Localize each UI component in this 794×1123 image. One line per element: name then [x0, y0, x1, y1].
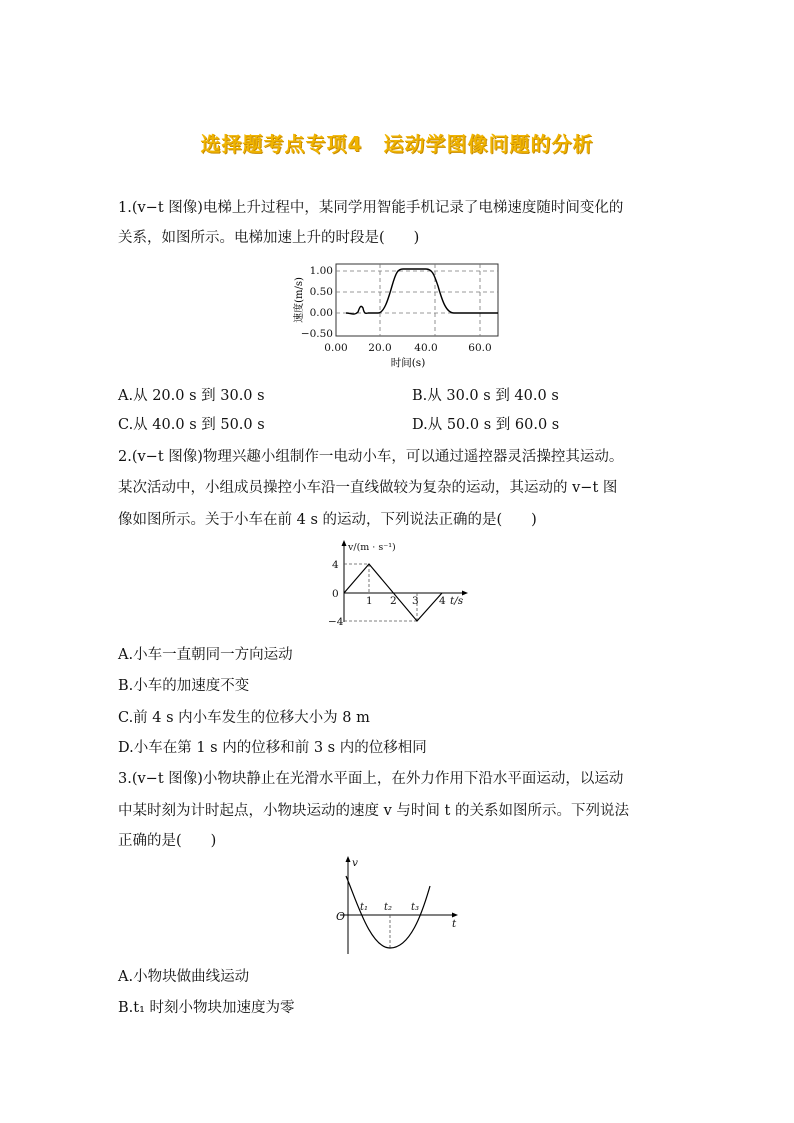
- q2-text-line3: 像如图所示。关于小车在前 4 s 的运动，下列说法正确的是( ): [118, 512, 537, 528]
- q1-xtick-4: 60.0: [468, 342, 492, 354]
- page-title: 选择题考点专项4 运动学图像问题的分析: [200, 132, 594, 156]
- q2-v-axis-arrow: [342, 540, 347, 546]
- q2-xtick-3: 3: [412, 595, 419, 607]
- q1-ytick-2: 0.50: [309, 286, 333, 298]
- q1-option-b: B.从 30.0 s 到 40.0 s: [412, 388, 559, 404]
- q2-text-line2: 某次活动中，小组成员操控小车沿一直线做较为复杂的运动，其运动的 v−t 图: [118, 480, 618, 496]
- q3-velocity-time-figure: [332, 854, 462, 958]
- q2-xlabel: t/s: [450, 595, 464, 607]
- q1-plot-frame: [336, 264, 498, 336]
- q2-ylabel: v/(m · s⁻¹): [348, 542, 396, 553]
- q2-xtick-1: 1: [366, 595, 373, 607]
- q2-option-b: B.小车的加速度不变: [118, 678, 250, 694]
- q3-v-axis-arrow: [346, 856, 351, 862]
- q1-xtick-3: 40.0: [414, 342, 438, 354]
- q3-t-axis-arrow: [452, 913, 458, 918]
- q1-grid: [336, 264, 498, 336]
- q1-option-c: C.从 40.0 s 到 50.0 s: [118, 417, 265, 433]
- q2-ytick-neg: −4: [328, 616, 344, 628]
- q2-ytick-zero: 0: [332, 588, 339, 600]
- q2-velocity-time-figure: [326, 538, 472, 630]
- q3-origin-label: O: [336, 910, 346, 923]
- q2-option-d: D.小车在第 1 s 内的位移和前 3 s 内的位移相同: [118, 740, 427, 756]
- q3-vlabel: v: [352, 857, 358, 869]
- q1-xtick-1: 0.00: [324, 342, 348, 354]
- q1-text-line1: 1.(v−t 图像)电梯上升过程中，某同学用智能手机记录了电梯速度随时间变化的: [118, 200, 624, 216]
- q1-ytick-3: 0.00: [309, 307, 333, 319]
- q3-t2-label: t₂: [384, 902, 393, 913]
- q2-text-line1: 2.(v−t 图像)物理兴趣小组制作一电动小车，可以通过遥控器灵活操控其运动。: [118, 449, 624, 465]
- q3-option-b: B.t₁ 时刻小物块加速度为零: [118, 1000, 295, 1016]
- q1-text-line2: 关系，如图所示。电梯加速上升的时段是( ): [118, 230, 420, 246]
- q1-velocity-time-figure: [288, 256, 510, 372]
- q3-tlabel: t: [452, 918, 457, 930]
- q3-text-line3: 正确的是( ): [118, 833, 217, 849]
- q1-ytick-1: 1.00: [309, 265, 333, 277]
- q2-xtick-4: 4: [439, 595, 446, 607]
- q1-xtick-2: 20.0: [368, 342, 392, 354]
- q2-xtick-2: 2: [390, 595, 397, 607]
- q1-ylabel: 速度(m/s): [294, 277, 305, 323]
- q3-t1-label: t₁: [360, 902, 369, 913]
- q1-xlabel: 时间(s): [390, 357, 426, 369]
- q3-text-line1: 3.(v−t 图像)小物块静止在光滑水平面上，在外力作用下沿水平面运动，以运动: [118, 771, 624, 787]
- q1-ytick-4: −0.50: [300, 328, 333, 340]
- q3-t3-label: t₃: [411, 902, 420, 913]
- q1-option-d: D.从 50.0 s 到 60.0 s: [412, 417, 560, 433]
- q3-option-a: A.小物块做曲线运动: [118, 969, 250, 985]
- q3-text-line2: 中某时刻为计时起点，小物块运动的速度 v 与时间 t 的关系如图所示。下列说法: [118, 803, 629, 819]
- q2-option-c: C.前 4 s 内小车发生的位移大小为 8 m: [118, 710, 370, 726]
- q1-velocity-curve: [346, 269, 498, 314]
- q2-ytick-pos: 4: [332, 559, 339, 571]
- q2-option-a: A.小车一直朝同一方向运动: [118, 647, 293, 663]
- q1-option-a: A.从 20.0 s 到 30.0 s: [118, 388, 265, 404]
